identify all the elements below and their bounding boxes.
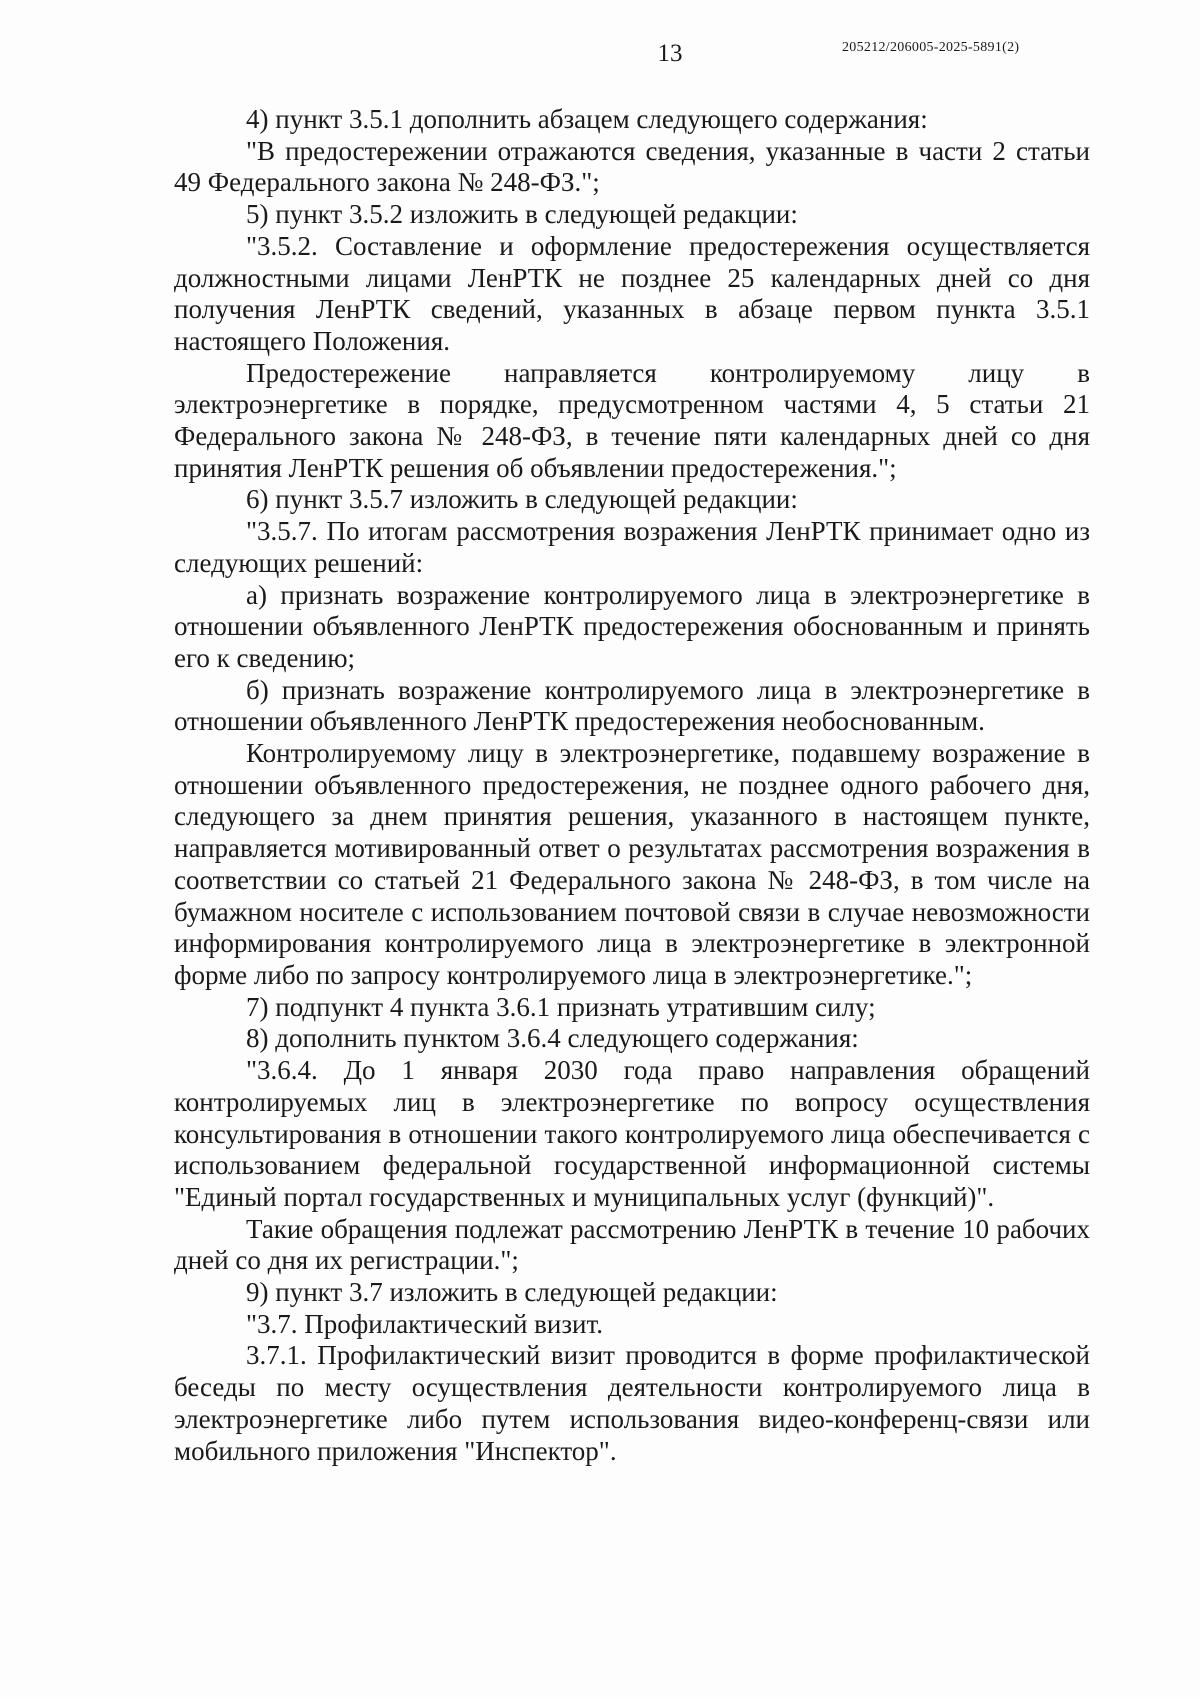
paragraph: Контролируемому лицу в электроэнергетике, подавшему возражение в отношении объявленного предостережения, не позднее одного рабочего дня, следующего за днем принятия решения, указанного в настоящем пункте, направляется мотивированный ответ о результатах рассмотрения возражения в соответствии со статьей 21 Федерального закона № 248-ФЗ, в том числе на бумажном носителе с использованием почтовой связи в случае невозможности информирования контролируемого лица в электроэнергетике в электронной форме либо по запросу контролируемого лица в электроэнергетике."; bbox=[174, 738, 1090, 990]
paragraph: "3.5.2. Составление и оформление предостережения осуществляется должностными лицами ЛенРТК не позднее 25 календарных дней со дня получения ЛенРТК сведений, указанных в абзаце первом пункта 3.5.1 настоящего Положения. bbox=[174, 230, 1090, 356]
paragraph: "3.7. Профилактический визит. bbox=[246, 1308, 603, 1339]
paragraph: б) признать возражение контролируемого лица в электроэнергетике в отношении объявленного ЛенРТК предостережения необоснованным. bbox=[174, 674, 1090, 737]
paragraph: 8) дополнить пунктом 3.6.4 следующего содержания: bbox=[246, 1023, 859, 1054]
paragraph: 4) пункт 3.5.1 дополнить абзацем следующего содержания: bbox=[246, 104, 928, 134]
paragraph: "В предостережении отражаются сведения, указанные в части 2 статьи 49 Федерального закона № 248-ФЗ."; bbox=[174, 135, 1090, 198]
document-body bbox=[174, 104, 1090, 1467]
paragraph: Такие обращения подлежат рассмотрению ЛенРТК в течение 10 рабочих дней со дня их регистрации."; bbox=[174, 1213, 1090, 1276]
document-id: 205212/206005-2025-5891(2) bbox=[842, 40, 1020, 55]
paragraph: "3.6.4. До 1 января 2030 года право направления обращений контролируемых лиц в электроэнергетике по вопросу осуществления консультирования в отношении такого контролируемого лица обеспечивается с использованием федеральной государственной информационной системы "Единый портал государственных и муниципальных услуг (функций)". bbox=[174, 1055, 1090, 1212]
page-number: 13 bbox=[657, 40, 683, 67]
paragraph: 6) пункт 3.5.7 изложить в следующей редакции: bbox=[246, 484, 798, 515]
paragraph: "3.5.7. По итогам рассмотрения возражения ЛенРТК принимает одно из следующих решений: bbox=[174, 516, 1090, 578]
paragraph: 3.7.1. Профилактический визит проводится в форме профилактической беседы по месту осуществления деятельности контролируемого лица в электроэнергетике либо путем использования видео-конференц-связи или мобильного приложения "Инспектор". bbox=[174, 1340, 1090, 1466]
paragraph: а) признать возражение контролируемого лица в электроэнергетике в отношении объявленного ЛенРТК предостережения обоснованным и принять его к сведению; bbox=[174, 579, 1090, 673]
paragraph: 9) пункт 3.7 изложить в следующей редакции: bbox=[246, 1277, 778, 1308]
paragraph: 5) пункт 3.5.2 изложить в следующей редакции: bbox=[246, 199, 798, 230]
paragraph: 7) подпункт 4 пункта 3.6.1 признать утратившим силу; bbox=[246, 991, 876, 1022]
paragraph: Предостережение направляется контролируемому лицу в электроэнергетике в порядке, предусмотренном частями 4, 5 статьи 21 Федерального закона № 248-ФЗ, в течение пяти календарных дней со дня принятия ЛенРТК решения об объявлении предостережения."; bbox=[174, 357, 1090, 483]
